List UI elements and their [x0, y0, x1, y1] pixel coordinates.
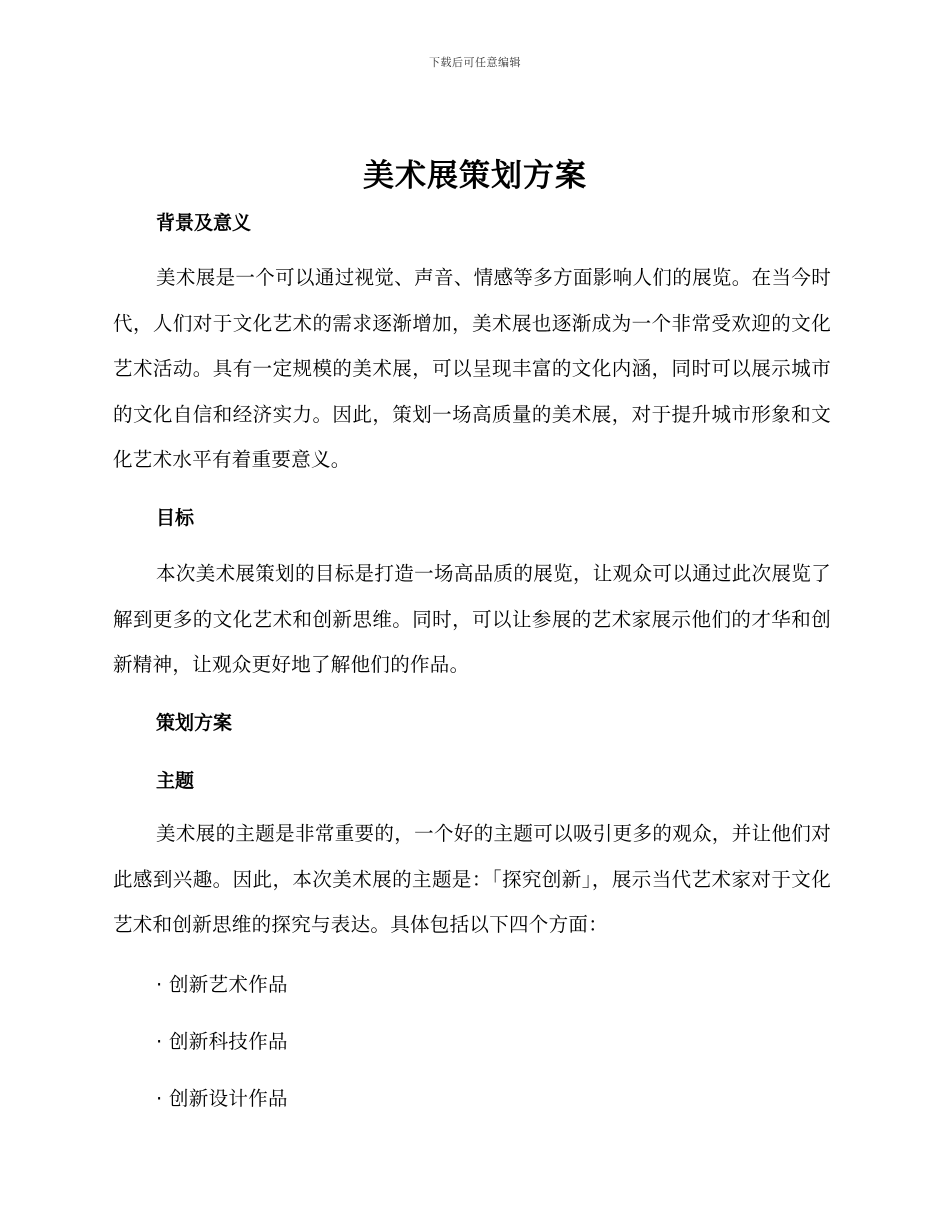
document-title: 美术展策划方案 — [363, 158, 587, 194]
heading-background: 背景及意义 — [156, 212, 252, 234]
bullet-item-art: · 创新艺术作品 — [156, 973, 288, 996]
paragraph-background: 美术展是一个可以通过视觉、声音、情感等多方面影响人们的展览。在当今时代，人们对于文化艺术的需求逐渐增加，美术展也逐渐成为一个非常受欢迎的文化艺术活动。具有一定规模的美术展，可以呈现丰富的文化内涵，同时可以展示城市的文化自信和经济实力。因此，策划一场高质量的美术展，对于提升城市形象和文化艺术水平有着重要意义。 — [113, 266, 831, 471]
header-note: 下载后可任意编辑 — [429, 56, 521, 69]
bullet-item-tech: · 创新科技作品 — [156, 1030, 288, 1053]
heading-plan: 策划方案 — [156, 712, 233, 734]
heading-goal: 目标 — [156, 507, 195, 529]
paragraph-goal: 本次美术展策划的目标是打造一场高品质的展览，让观众可以通过此次展览了解到更多的文化艺术和创新思维。同时，可以让参展的艺术家展示他们的才华和创新精神，让观众更好地了解他们的作品。 — [113, 562, 831, 676]
heading-theme: 主题 — [156, 770, 195, 792]
bullet-item-design: · 创新设计作品 — [156, 1087, 288, 1110]
paragraph-theme: 美术展的主题是非常重要的，一个好的主题可以吸引更多的观众，并让他们对此感到兴趣。因此，本次美术展的主题是：「探究创新」，展示当代艺术家对于文化艺术和创新思维的探究与表达。具体包括以下四个方面： — [113, 822, 831, 936]
